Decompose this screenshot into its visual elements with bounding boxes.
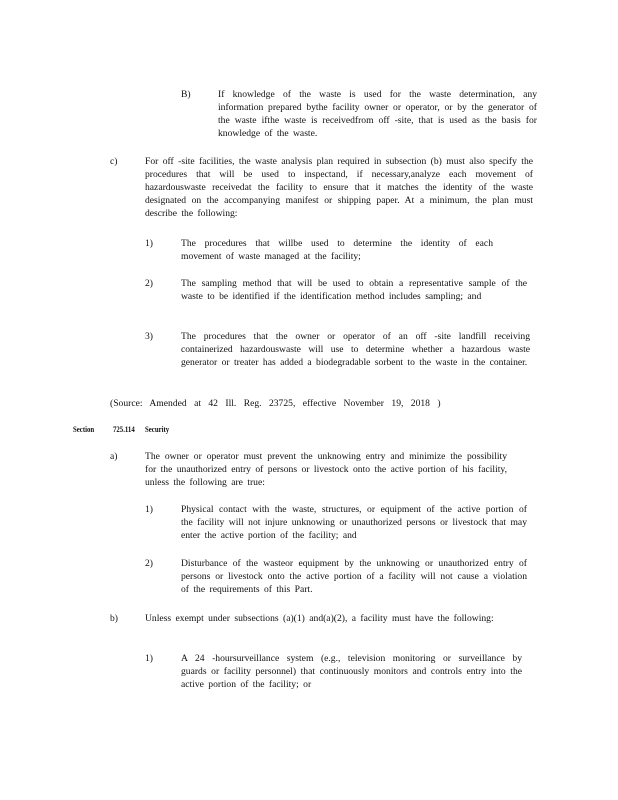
- item-marker-c2: 2): [145, 278, 153, 289]
- item-text-a2: Disturbance of the wasteor equipment by the unknowing or unauthorized entry of persons or livestock onto the active portion of a facility will not cause a violation of the requirements of this Part.: [181, 558, 527, 595]
- item-text-a1: Physical contact with the waste, structures, or equipment of the active portion of the facility will not injure unknowing or unauthorized persons or livestock that may enter the active portion of the facility; and: [181, 504, 527, 541]
- item-marker-a1: 1): [145, 504, 153, 515]
- item-marker-b1: 1): [145, 653, 153, 664]
- item-text-c1: The procedures that willbe used to determine the identity of each movement of waste managed at the facility;: [181, 238, 493, 262]
- item-marker-c3: 3): [145, 331, 153, 342]
- section-number: 725.114: [113, 425, 135, 434]
- item-marker-b: B): [181, 89, 191, 100]
- item-text-b2: Unless exempt under subsections (a)(1) and(a)(2), a facility must have the following:: [145, 613, 494, 624]
- item-text-a: The owner or operator must prevent the unknowing entry and minimize the possibility for the unauthorized entry of persons or livestock onto the active portion of his facility, unless the following are true:: [145, 451, 507, 488]
- item-marker-a2: 2): [145, 558, 153, 569]
- section-label: Section: [73, 425, 95, 434]
- item-marker-b2: b): [110, 613, 118, 624]
- item-marker-c1: 1): [145, 238, 153, 249]
- item-text-c3: The procedures that the owner or operator of an off -site landfill receiving containerized hazardouswaste will use to determine whether a hazardous waste generator or treater has added a biodegradable sorbent to the waste in the container.: [181, 331, 530, 368]
- item-text-c: For off -site facilities, the waste analysis plan required in subsection (b) must also specify the procedures that will be used to inspectand, if necessary,analyze each movement of hazardouswaste receivedat the facility to ensure that it matches the identity of the waste designated on the accompanying manifest or shipping paper. At a minimum, the plan must describe the following:: [145, 156, 533, 219]
- section-title: Security: [145, 425, 170, 434]
- item-text-b: If knowledge of the waste is used for the waste determination, any information prepared bythe facility owner or operator, or by the generator of the waste ifthe waste is receivedfrom off -site, that is used as the basis for knowledge of the waste.: [218, 89, 537, 139]
- item-text-c2: The sampling method that will be used to obtain a representative sample of the waste to be identified if the identification method includes sampling; and: [181, 278, 527, 302]
- item-marker-a: a): [110, 451, 118, 462]
- source-note: (Source: Amended at 42 Ill. Reg. 23725, effective November 19, 2018 ): [110, 398, 441, 409]
- item-text-b1: A 24 -hoursurveillance system (e.g., television monitoring or surveillance by guards or facility personnel) that continuously monitors and controls entry into the active portion of the facility; or: [181, 653, 522, 690]
- item-marker-c: c): [110, 156, 118, 167]
